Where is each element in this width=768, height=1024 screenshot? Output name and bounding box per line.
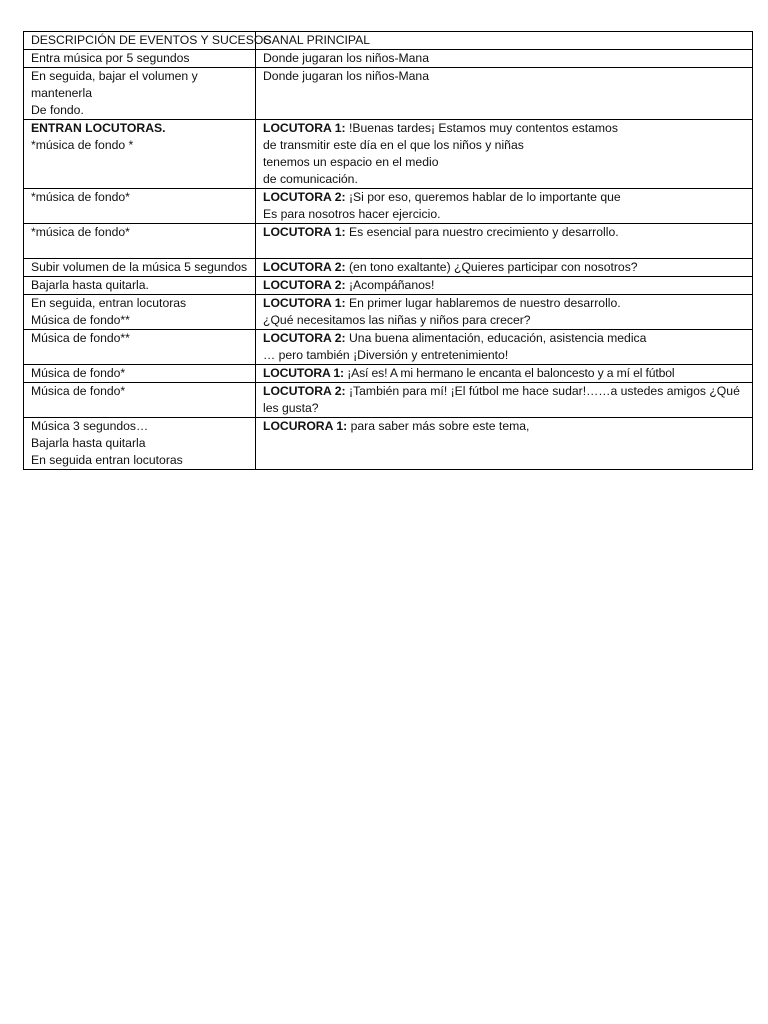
table-row: [24, 120, 753, 189]
events-cell: [24, 365, 256, 383]
event-text: Bajarla hasta quitarla: [31, 436, 146, 450]
dialogue-line: !Buenas tardes¡ Estamos muy contentos estamos: [345, 121, 618, 135]
event-text: Música de fondo**: [31, 313, 130, 327]
event-text: En seguida entran locutoras: [31, 453, 183, 467]
header-channel: CANAL PRINCIPAL: [256, 32, 753, 50]
event-text: Música de fondo**: [31, 331, 130, 345]
dialogue-line: para saber más sobre este tema,: [347, 419, 530, 433]
dialogue-line: Es esencial para nuestro crecimiento y desarrollo.: [345, 225, 619, 239]
event-text: Subir volumen de la música 5 segundos: [31, 260, 248, 274]
events-cell: [24, 330, 256, 365]
table-row: [24, 189, 753, 224]
dialogue-line: Donde jugaran los niños-Mana: [263, 51, 429, 65]
table-row: [24, 50, 753, 68]
speaker-label: LOCURORA 1:: [263, 419, 348, 433]
table-row: [24, 418, 753, 470]
event-text: *música de fondo*: [31, 190, 130, 204]
event-text: *música de fondo*: [31, 225, 130, 239]
speaker-label: LOCUTORA 2:: [263, 260, 346, 274]
channel-cell: [256, 50, 753, 68]
dialogue-line: Es para nosotros hacer ejercicio.: [263, 207, 441, 221]
events-cell: [24, 68, 256, 120]
channel-cell: [256, 383, 753, 418]
events-cell: [24, 259, 256, 277]
channel-cell: [256, 277, 753, 295]
channel-cell: [256, 68, 753, 120]
script-table: [23, 31, 753, 470]
header-row: [24, 32, 753, 50]
events-cell: [24, 295, 256, 330]
event-text: Bajarla hasta quitarla.: [31, 278, 149, 292]
dialogue-line: de comunicación.: [263, 172, 358, 186]
dialogue-line: Una buena alimentación, educación, asistencia medica: [345, 331, 647, 345]
channel-cell: [256, 295, 753, 330]
speaker-label: LOCUTORA 1:: [263, 225, 346, 239]
dialogue-line: ¡También para mí! ¡El fútbol me hace sudar!……a ustedes amigos ¿Qué les gusta?: [263, 384, 740, 415]
channel-cell: [256, 120, 753, 189]
event-text: *música de fondo *: [31, 138, 134, 152]
header-events: DESCRIPCIÓN DE EVENTOS Y SUCESOS: [24, 32, 256, 50]
speaker-label: LOCUTORA 2:: [263, 190, 346, 204]
event-text: ENTRAN LOCUTORAS.: [31, 121, 166, 135]
events-cell: [24, 120, 256, 189]
dialogue-line: tenemos un espacio en el medio: [263, 155, 439, 169]
table-row: [24, 224, 753, 259]
speaker-label: LOCUTORA 1:: [263, 121, 346, 135]
table-row: [24, 259, 753, 277]
channel-cell: [256, 259, 753, 277]
event-text: Música 3 segundos…: [31, 419, 149, 433]
dialogue-line: ¿Qué necesitamos las niñas y niños para crecer?: [263, 313, 531, 327]
channel-cell: [256, 189, 753, 224]
events-cell: [24, 383, 256, 418]
table-row: [24, 365, 753, 383]
events-cell: [24, 189, 256, 224]
channel-cell: [256, 418, 753, 470]
dialogue-line: … pero también ¡Diversión y entretenimiento!: [263, 348, 509, 362]
events-cell: [24, 418, 256, 470]
dialogue-line: Donde jugaran los niños-Mana: [263, 69, 429, 83]
speaker-label: LOCUTORA 1:: [263, 366, 344, 380]
table-row: [24, 68, 753, 120]
dialogue-line: ¡Si por eso, queremos hablar de lo importante que: [345, 190, 621, 204]
dialogue-line: de transmitir este día en el que los niños y niñas: [263, 138, 524, 152]
event-text: En seguida, bajar el volumen y mantenerla: [31, 69, 198, 100]
channel-cell: [256, 330, 753, 365]
speaker-label: LOCUTORA 2:: [263, 331, 346, 345]
dialogue-line: (en tono exaltante) ¿Quieres participar con nosotros?: [345, 260, 638, 274]
channel-cell: [256, 224, 753, 259]
speaker-label: LOCUTORA 2:: [263, 278, 346, 292]
events-cell: [24, 50, 256, 68]
table-row: [24, 330, 753, 365]
events-cell: [24, 224, 256, 259]
table-row: [24, 295, 753, 330]
event-text: De fondo.: [31, 103, 84, 117]
table-row: [24, 383, 753, 418]
dialogue-line: ¡Acompáñanos!: [345, 278, 435, 292]
event-text: En seguida, entran locutoras: [31, 296, 187, 310]
speaker-label: LOCUTORA 1:: [263, 296, 346, 310]
speaker-label: LOCUTORA 2:: [263, 384, 346, 398]
events-cell: [24, 277, 256, 295]
dialogue-line: ¡Así es! A mi hermano le encanta el baloncesto y a mí el fútbol: [343, 366, 675, 380]
event-text: Música de fondo*: [31, 384, 126, 398]
event-text: Entra música por 5 segundos: [31, 51, 190, 65]
dialogue-line: En primer lugar hablaremos de nuestro desarrollo.: [345, 296, 621, 310]
table-row: [24, 277, 753, 295]
event-text: Música de fondo*: [31, 366, 126, 380]
channel-cell: [256, 365, 753, 383]
